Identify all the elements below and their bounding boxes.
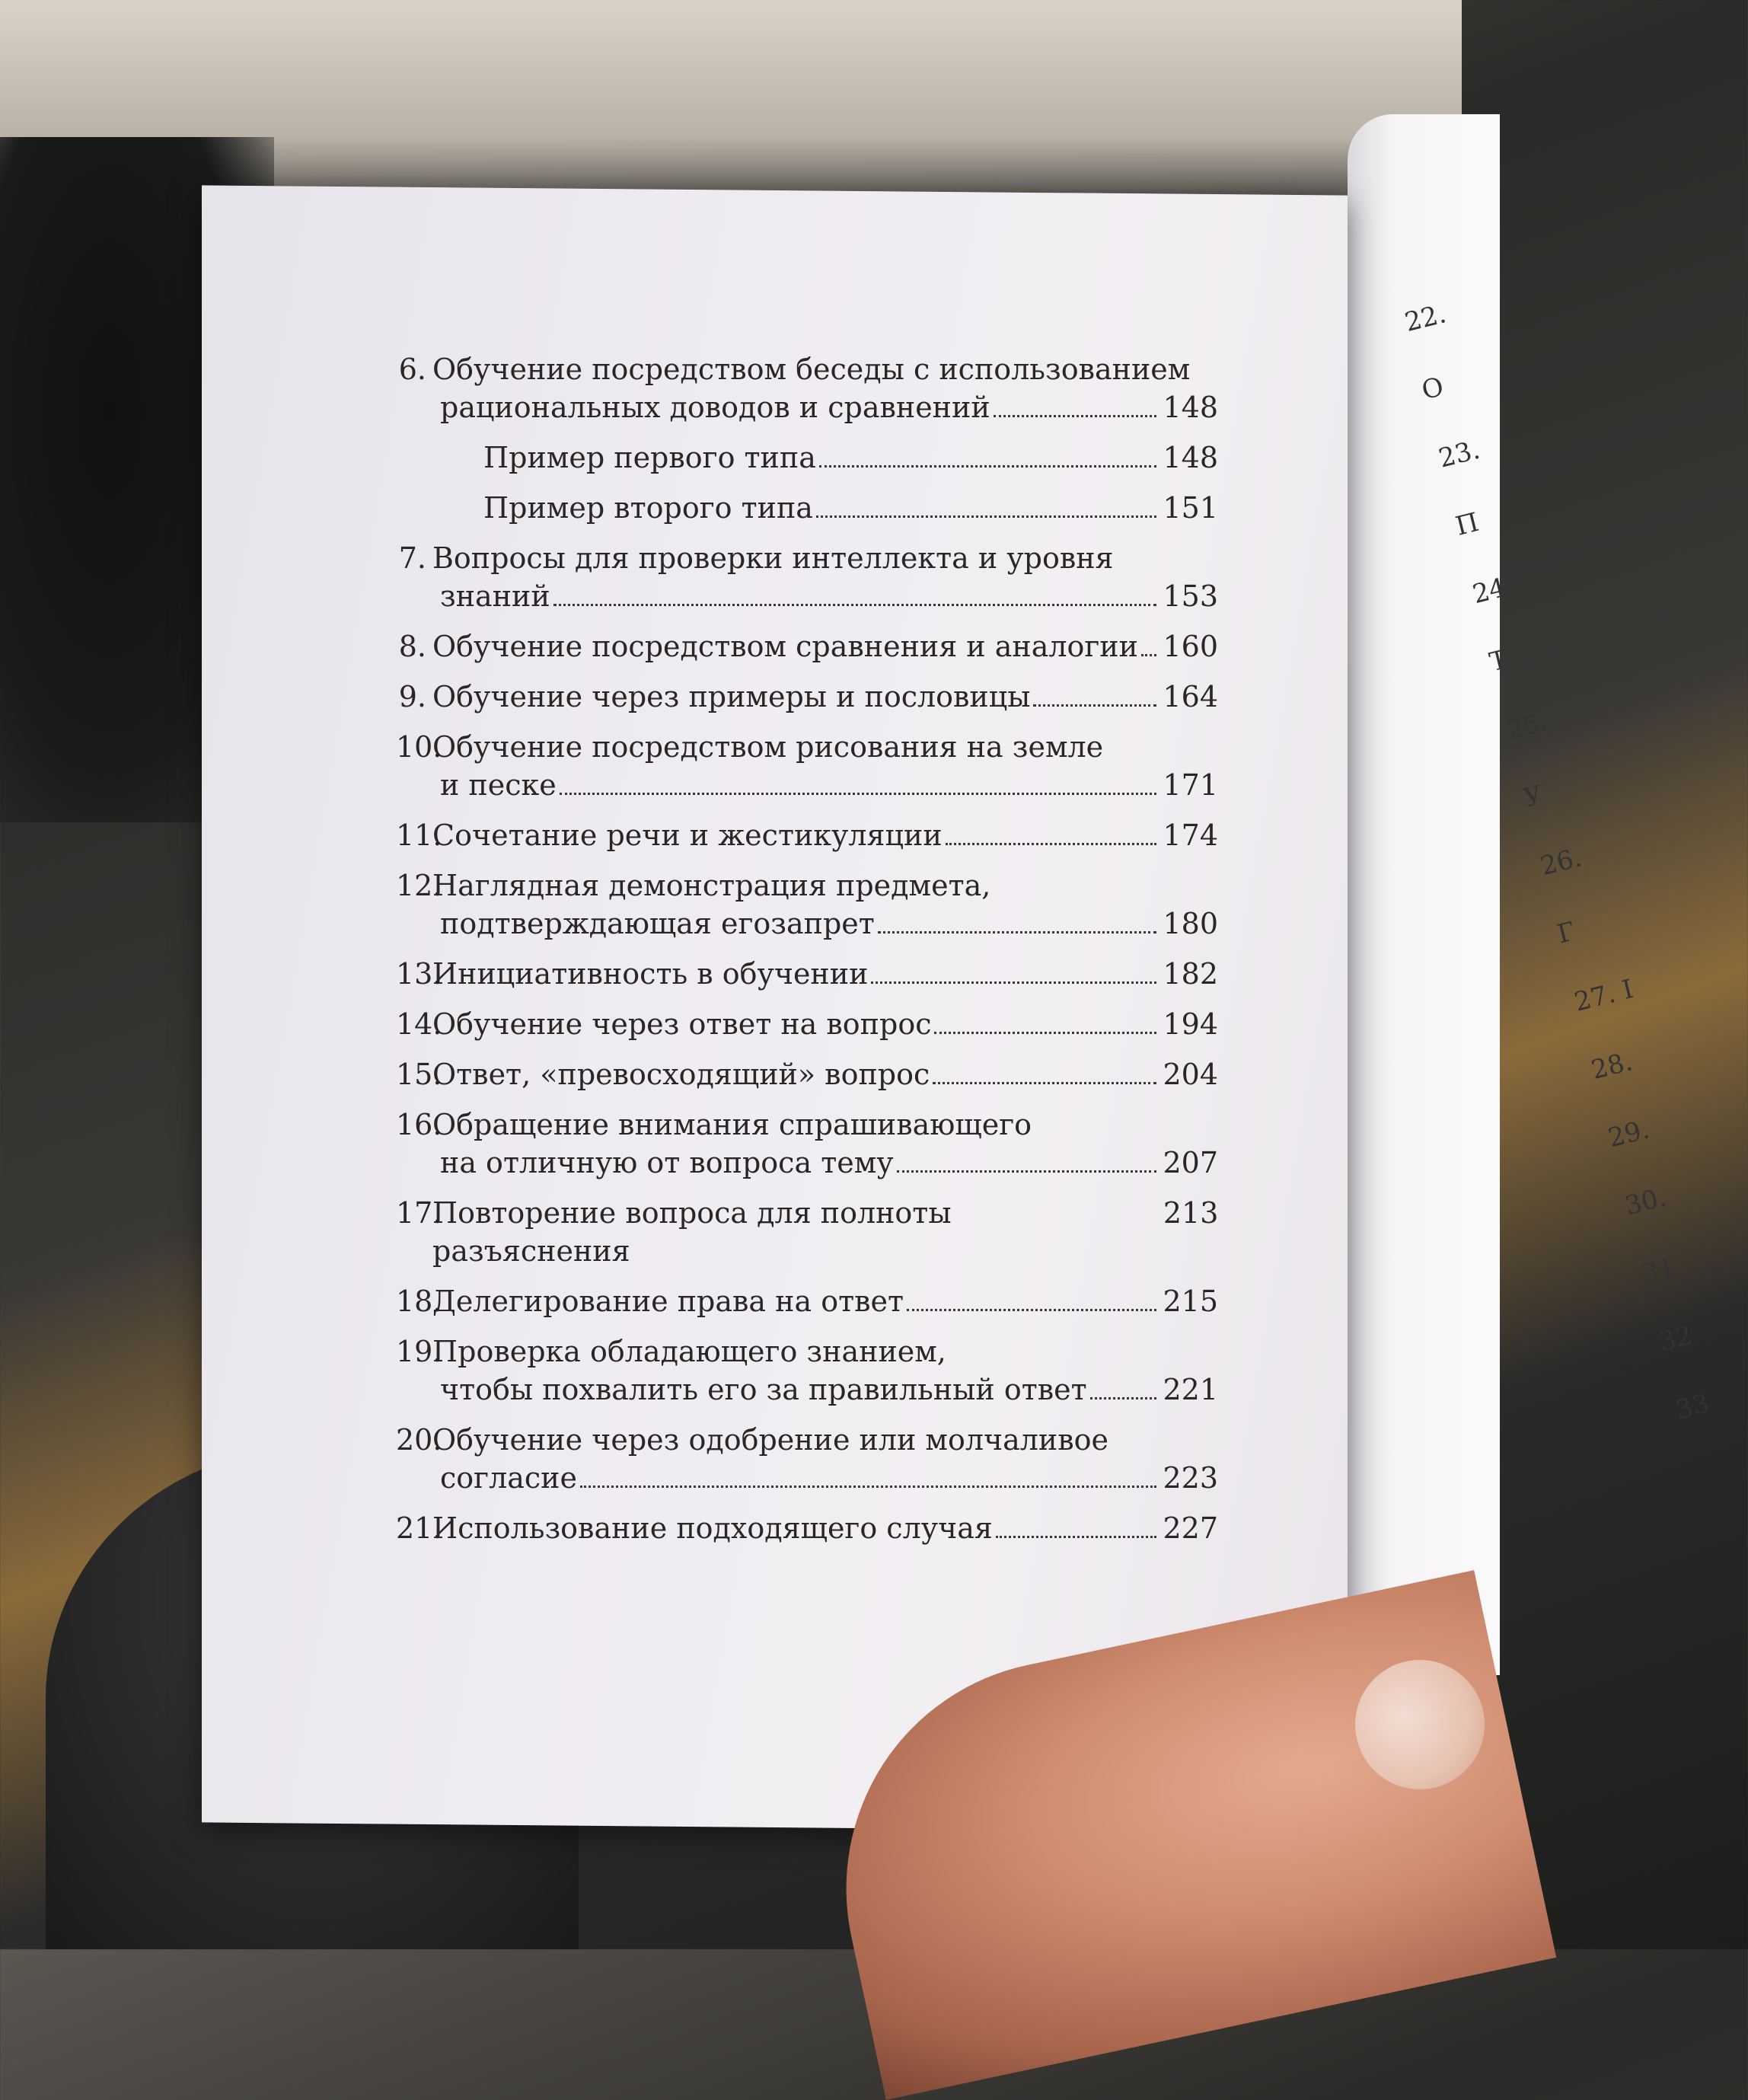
right-fragment: 30.: [1622, 1182, 1670, 1222]
toc-title-cont: чтобы похвалить его за правильный ответ: [440, 1373, 1087, 1406]
toc-page: 213: [1163, 1196, 1219, 1230]
toc-number: 9.: [398, 680, 426, 713]
toc-title-cont: и песке: [440, 768, 557, 802]
toc-page: 215: [1163, 1285, 1218, 1318]
toc-number: 6.: [398, 353, 426, 386]
toc-number: 21.: [396, 1511, 442, 1545]
toc-entry-18: [396, 1282, 1218, 1320]
leader-dots: [580, 1485, 1157, 1488]
toc-title: Обучение через ответ на вопрос: [432, 1007, 932, 1041]
leader-dots: [560, 792, 1157, 795]
toc-entry-17: [396, 1194, 1218, 1270]
right-fragment: 26. Г: [1537, 842, 1585, 950]
leader-dots: [819, 464, 1157, 468]
toc-entry-21: [396, 1509, 1218, 1547]
toc-entry-10: [396, 728, 1218, 804]
toc-number: 14.: [396, 1007, 442, 1041]
toc-page: 174: [1163, 819, 1218, 852]
toc-page: 182: [1163, 957, 1218, 991]
toc-title-cont: подтверждающая егозапрет: [440, 907, 875, 940]
leader-dots: [1033, 704, 1156, 707]
toc-entry-11: [396, 816, 1218, 854]
toc-page: 151: [1163, 491, 1218, 525]
leader-dots: [934, 1031, 1156, 1034]
toc-number: 11.: [396, 819, 442, 852]
toc-page: 164: [1163, 680, 1218, 713]
toc-number: 18.: [396, 1285, 442, 1318]
toc-page: 221: [1163, 1373, 1218, 1406]
leader-dots: [1141, 653, 1157, 656]
leader-dots: [996, 1535, 1157, 1538]
toc-title: Ответ, «превосходящий» вопрос: [432, 1058, 930, 1091]
right-fragment: 22. О: [1402, 298, 1450, 407]
toc-title: Повторение вопроса для полноты разъяснения: [432, 1196, 952, 1268]
toc-number: 17.: [396, 1196, 442, 1230]
toc-title: Проверка обладающего знанием,: [432, 1335, 946, 1368]
right-fragment: 24. Т: [1469, 570, 1517, 678]
toc-page: 171: [1163, 768, 1218, 802]
right-fragment: 23. П: [1435, 434, 1483, 542]
toc-title: Обучение посредством сравнения и аналогии: [432, 630, 1138, 663]
toc-page: 194: [1163, 1007, 1218, 1041]
toc-entry-7: [396, 539, 1218, 615]
toc-page: 227: [1163, 1511, 1218, 1545]
toc-subtitle: Пример первого типа: [483, 441, 816, 474]
toc-page: 148: [1163, 391, 1218, 424]
toc-subentry-1: [396, 439, 1218, 477]
toc-number: 19.: [396, 1335, 442, 1368]
toc-entry-15: [396, 1055, 1218, 1093]
leader-dots: [1090, 1396, 1157, 1399]
leader-dots: [897, 1170, 1157, 1173]
toc-title: Обращение внимания спрашивающего: [432, 1108, 1032, 1141]
toc-title-cont: знаний: [440, 579, 550, 613]
right-fragment: 25. У: [1503, 706, 1551, 814]
toc-number: 15.: [396, 1058, 442, 1091]
toc-entry-8: [396, 627, 1218, 665]
toc-page: 204: [1163, 1058, 1218, 1091]
toc-entry-14: [396, 1005, 1218, 1043]
leader-dots: [946, 842, 1157, 845]
toc-entry-12: [396, 866, 1218, 943]
toc-number: 7.: [398, 541, 426, 575]
toc-subtitle: Пример второго типа: [483, 491, 813, 525]
toc-page: 160: [1163, 630, 1218, 663]
toc-page: 207: [1163, 1146, 1218, 1179]
toc-number: 8.: [398, 630, 426, 663]
toc-entry-13: [396, 955, 1218, 993]
toc-title: Наглядная демонстрация предмета,: [432, 869, 991, 902]
toc-title: Использование подходящего случая: [432, 1511, 993, 1545]
toc-title: Обучение через примеры и пословицы: [432, 680, 1031, 713]
toc-page: 153: [1163, 579, 1218, 613]
toc-title-cont: рациональных доводов и сравнений: [440, 391, 990, 424]
leader-dots: [816, 515, 1157, 518]
toc-title: Вопросы для проверки интеллекта и уровня: [432, 541, 1114, 575]
leader-dots: [871, 981, 1156, 984]
toc-title: Обучение посредством рисования на земле: [432, 730, 1104, 764]
toc-entry-16: [396, 1106, 1218, 1182]
toc-number: 20.: [396, 1423, 442, 1457]
leader-dots: [933, 1081, 1156, 1084]
leader-dots: [553, 603, 1157, 606]
toc-title-cont: согласие: [440, 1461, 577, 1495]
toc-title: Обучение через одобрение или молчаливое: [432, 1423, 1108, 1457]
right-fragment: 29.: [1605, 1114, 1653, 1154]
toc-title: Сочетание речи и жестикуляции: [432, 819, 943, 852]
leader-dots: [907, 1308, 1156, 1311]
toc-title: Обучение посредством беседы с использованием: [432, 353, 1191, 386]
toc-entry-6: [396, 350, 1218, 426]
right-fragment: 32: [1656, 1320, 1695, 1358]
toc-title-cont: на отличную от вопроса тему: [440, 1146, 894, 1179]
toc-entry-9: [396, 678, 1218, 716]
toc-number: 12.: [396, 869, 442, 902]
leader-dots: [878, 930, 1157, 934]
toc-page: 223: [1163, 1461, 1218, 1495]
toc-entry-20: [396, 1421, 1218, 1497]
toc-subentry-2: [396, 489, 1218, 527]
right-fragment: 33: [1673, 1388, 1713, 1426]
right-fragment: 27. І: [1571, 973, 1637, 1018]
right-fragment: 28.: [1588, 1046, 1636, 1086]
right-fragment: 31.: [1638, 1249, 1687, 1290]
toc-title: Делегирование права на ответ: [432, 1285, 904, 1318]
table-of-contents: [396, 350, 1218, 1559]
toc-page: 148: [1163, 441, 1218, 474]
toc-number: 13.: [396, 957, 442, 991]
toc-title: Инициативность в обучении: [432, 957, 869, 991]
toc-number: 10.: [396, 730, 442, 764]
toc-number: 16.: [396, 1108, 442, 1141]
leader-dots: [994, 414, 1157, 417]
toc-page: 180: [1163, 907, 1218, 940]
toc-entry-19: [396, 1332, 1218, 1409]
